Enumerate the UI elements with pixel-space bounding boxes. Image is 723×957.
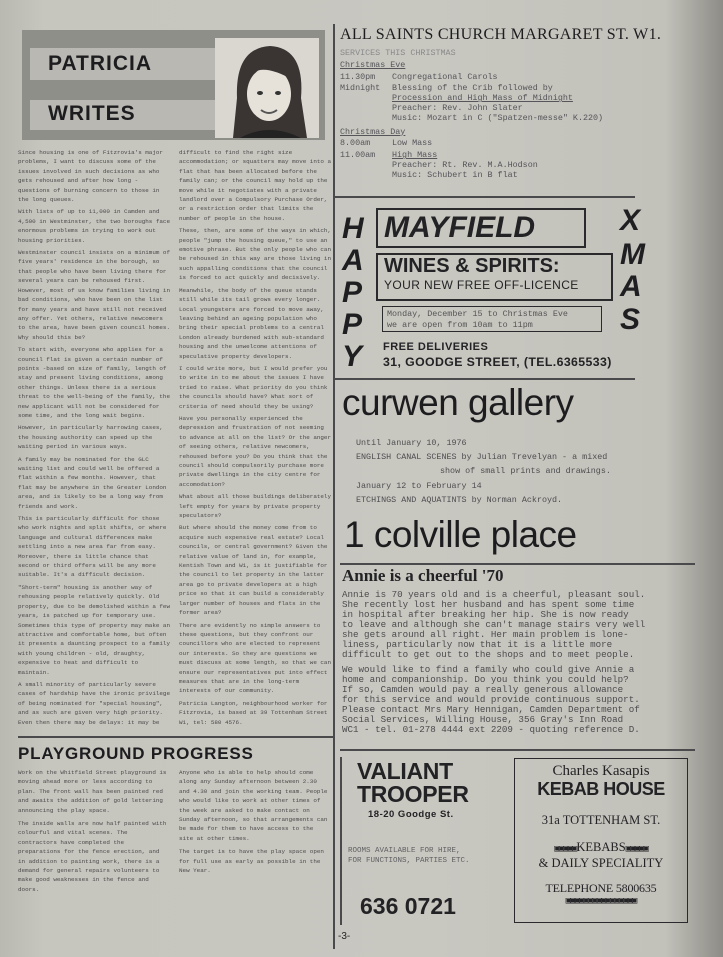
hours-line: we are open from 10am to 11pm (387, 320, 533, 330)
left-column (18, 148, 332, 894)
service-row (340, 73, 700, 83)
article-paragraph: These, then, are some of the ways in which, people "jump the housing queue," to use an emotive phrase. But the only people who can be rehoused in this way are those living in such appalling conditions that the council is forced to act quickly and decisively. (179, 227, 332, 282)
music: Music: Mozart in C ("Spatzen-messe" K.220) (392, 112, 604, 123)
happy-letter: P (342, 276, 363, 309)
article-paragraph: A small minority of particularly severe cases of hardship have the ironic privilege of being nominated for "special housing", and as such are given very high priority. Even then there may be delays: it may be difficult to find the right size accommodation; or squatters may move into a flat that has been allocated before the family can; or the council may hold up the move while it negotiates with a private landlord over a Compulsory Purchase Order, or a restriction order that limits the number of people in the house. (18, 149, 332, 726)
playground-headline: PLAYGROUND PROGRESS (18, 743, 254, 763)
service-detail: Low Mass (392, 138, 433, 149)
service-row (340, 139, 700, 149)
exhibition-title: ENGLISH CANAL SCENES by Julian Trevelyan - a mixed (356, 452, 608, 463)
service-time: 11.30pm (340, 71, 376, 82)
patricia-article-body (18, 148, 332, 728)
pub-name-line: VALIANT (357, 758, 453, 784)
article-paragraph: Meanwhile, the body of the queue stands still while its tail grows every longer. Local youngsters are forced to move away, leaving behind an ageing population who bring their special problems to a central London already burdened with sub-standard housing and the unwelcome attentions of speculative property developers. (179, 286, 324, 360)
header-title-patricia: PATRICIA (30, 48, 216, 80)
music: Music: Schubert in B flat (392, 169, 518, 180)
rooms-line: FOR FUNCTIONS, PARTIES ETC. (348, 857, 470, 865)
service-row (340, 84, 700, 123)
greek-key-border: ▣▣▣▣▣ (554, 844, 577, 854)
text-line: to leave and although she can't manage stairs very well (342, 619, 646, 630)
text-line: Please contact Mrs Mary Hennigan, Camden Department of (342, 704, 640, 715)
text-line: difficult to get out to the shops and to meet people. (342, 649, 635, 660)
text-line: Annie is 70 years old and is a cheerful, pleasant soul. (342, 589, 646, 600)
service-detail: Congregational Carols (392, 71, 498, 82)
section-divider (340, 563, 695, 565)
text-line: liness, particularly now that it is a little more (342, 639, 613, 650)
exhibition-date: January 12 to February 14 (356, 480, 482, 491)
article-paragraph: I could write more, but I would prefer you to write in to me about the issues I have tried to raise. What priority do you think the councils should have? What sort of criteria of need should they be using? (179, 364, 328, 410)
article-paragraph: What about all those buildings deliberately left empty for years by private property speculators? (179, 493, 332, 520)
happy-letter: P (342, 308, 363, 341)
article-paragraph: There are evidently no simple answers to these questions, but they confront our councillors who are elected to represent our interests. So they are questions we must discuss at some length, so that we can ensure our representatives put into effect measures that are in the long-term interests of our community. (179, 621, 332, 695)
text-line: home and companionship. Do you think you could help? (342, 674, 629, 685)
article-paragraph: To start with, everyone who applies for a council flat is given a certain number of points -based on size of family, length of stay and present living conditions, among other things. Unless there is a serious threat to the well-being of the family, the new applicant will not be considered for some time, and the long wait begins. (18, 346, 171, 419)
text-line: in hospital after breaking her hip. She is now ready (342, 609, 629, 620)
annie-paragraph (342, 590, 697, 660)
annie-paragraph (342, 665, 697, 735)
happy-letter: Y (342, 340, 363, 373)
wines-spirits: WINES & SPIRITS: (384, 255, 560, 277)
service-time: 11.00am (340, 150, 376, 161)
pub-address: 18-20 Goodge St. (368, 809, 454, 820)
text-line: she gets around all right. Her main problem is lone- (342, 629, 629, 640)
rooms-for-hire (348, 846, 470, 866)
opening-hours (382, 306, 602, 332)
preacher: Preacher: Rev. John Slater (392, 102, 523, 113)
header-title-writes: WRITES (30, 100, 216, 130)
pub-name-line: TROOPER (357, 781, 469, 807)
text-line: Social Services, Willing House, 356 Gray's Inn Road (342, 714, 624, 725)
article-paragraph: Patricia Langton, neighbourhood worker for Fitzrovia, is based at 39 Tottenham Street W1, tel: 580 4576. (179, 699, 328, 726)
restaurant-phone: TELEPHONE 5800635 (545, 881, 657, 895)
greek-key-border: ▣▣▣▣▣ (625, 844, 648, 854)
kebabs-label: KEBABS (576, 840, 626, 854)
patricia-writes-header (22, 30, 325, 140)
text-line: for this service and would provide continuous support. (342, 694, 640, 705)
service-detail: Procession and High Mass of Midnight (392, 93, 573, 104)
owner-name: Charles Kasapis (552, 763, 650, 779)
restaurant-address: 31a TOTTENHAM ST. (541, 813, 661, 827)
author-photo (215, 38, 319, 138)
section-divider (340, 749, 695, 751)
text-line: We would like to find a family who could give Annie a (342, 664, 635, 675)
annie-headline: Annie is a cheerful '70 (342, 566, 504, 585)
mayfield-address: 31, GOODGE STREET, (TEL.6365533) (383, 355, 612, 369)
pub-name (357, 760, 469, 806)
church-title: ALL SAINTS CHURCH MARGARET ST. W1. (340, 26, 662, 43)
article-paragraph: Since housing is one of Fitzrovia's major problems, I want to discuss some of the issues involved in such decisions as who gets rehoused and after how long - questions of burning concern to those in the long queues. (18, 149, 163, 204)
pub-phone: 636 0721 (360, 893, 456, 919)
gallery-address: 1 colville place (344, 514, 577, 555)
article-paragraph: The target is to have the play space open for full use as early as possible in the New Year. (179, 848, 324, 875)
text-line: WC1 - tel. 01-278 4444 ext 2209 - quoting reference D. (342, 724, 640, 735)
services-subtitle: SERVICES THIS CHRISTMAS (340, 48, 456, 58)
section-divider (335, 196, 635, 198)
service-time: 8.00am (340, 138, 371, 149)
article-paragraph: This is particularly difficult for those who work nights and split shifts, or where language and cultural differences make settling into a new area far from easy. Moreover, there is little chance that second or third offers will be any more suitable. It's a difficult decision. (18, 515, 167, 579)
section-divider (335, 378, 635, 380)
greek-key-border: ▣▣▣▣▣▣▣▣▣▣▣▣▣▣▣▣ (565, 896, 637, 906)
article-paragraph: With lists of up to 11,000 in Camden and 4,500 in Westminster, the two boroughs face enormous problems in trying to work out housing priorities. (18, 208, 171, 244)
article-paragraph: Westminster council insists on a minimum of five years' residence in the borough, so that people who have been living there for several years can be rehoused first. However, most of us know families living in bad conditions, who have been on the list for many years and have still not received any offer. Yet others, relative newcomers to the area, have been given council homes. Why should this be? (18, 249, 171, 341)
annie-article (342, 566, 697, 740)
service-detail: High Mass (392, 150, 438, 161)
service-time: Midnight (340, 83, 381, 94)
xmas-letter: S (620, 303, 641, 336)
daily-speciality: & DAILY SPECIALITY (538, 856, 664, 870)
happy-letter: H (342, 212, 364, 245)
section-divider (18, 736, 334, 738)
text-line: If so, Camden would pay a really generous allowance (342, 684, 624, 695)
service-detail: Blessing of the Crib followed by (392, 83, 553, 94)
mayfield-logo: MAYFIELD (376, 208, 586, 248)
happy-letter: A (342, 244, 364, 277)
xmas-letter: X (620, 204, 641, 237)
rooms-line: ROOMS AVAILABLE FOR HIRE, (348, 847, 461, 855)
hours-line: Monday, December 15 to Christmas Eve (387, 309, 568, 319)
exhibition-title: ETCHINGS AND AQUATINTS by Norman Ackroyd. (356, 494, 563, 505)
christmas-day-heading: Christmas Day (340, 126, 406, 137)
column-divider (333, 24, 335, 949)
wines-spirits-box (376, 253, 613, 301)
gallery-name: curwen gallery (342, 382, 574, 423)
church-services-notice (340, 26, 700, 181)
article-paragraph: Work on the Whitfield Street playground is moving ahead more or less according to plan. The front wall has been painted red and awaits the addition of gold lettering announcing the play space. (18, 768, 167, 814)
article-paragraph: Anyone who is able to help should come along any Sunday afternoon between 2.30 and 4.30 and join the working team. People who would like to work at other times of the week are asked to make contact on Sunday afternoon, so that arrangements can be made for them to have access to the site at other times. (179, 768, 328, 842)
text-line: She recently lost her husband and has spent some time (342, 599, 635, 610)
preacher: Preacher: Rt. Rev. M.A.Hodson (392, 159, 538, 170)
xmas-letter: A (620, 270, 642, 303)
christmas-eve-heading: Christmas Eve (340, 59, 406, 70)
page-number: -3- (338, 931, 351, 942)
exhibition-date: Until January 10, 1976 (356, 438, 467, 448)
restaurant-name: KEBAB HOUSE (537, 779, 665, 799)
exhibition-desc: show of small prints and drawings. (440, 466, 611, 477)
article-paragraph: "Short-term" housing is another way of rehousing people relatively quickly. Old property, due to be demolished within a few years, is patched up for temporary use. Sometimes this type of property may make an attractive and comfortable home, but often it presents a daunting prospect to a family with young children - old, draughty, expensive to heat and difficult to maintain. (18, 583, 171, 676)
service-row (340, 151, 700, 180)
kebab-house-advert (514, 758, 688, 923)
tagline: YOUR NEW FREE OFF-LICENCE (384, 278, 579, 292)
exhibitions (356, 436, 611, 507)
article-paragraph: But where should the money come from to acquire such expensive real estate? Local councils, or central government? Given the relative value of land in, for example, Kentish Town and W1, is it justifiable for the council to let property in the latter area go to private developers at a high price so that it can build a considerably larger number of houses and flats in the former area? (179, 524, 328, 617)
article-paragraph: Have you personally experienced the depression and frustration of not seeming to advance at all on the list? Or the anger of seeing others, relative newcomers, rehoused before you? Do you think that the council should compulsorily purchase more private dwellings in the city centre for accomodation? (179, 414, 332, 488)
article-paragraph: A family may be nominated for the GLC waiting list and could well be offered a flat within a few months. However, that flat may be anywhere in the Greater London area, and is likely to be a long way from friends and work. (18, 455, 167, 510)
advert-border (340, 757, 342, 925)
article-paragraph: However, in particularly harrowing cases, the housing authority can speed up the waiting period in various ways. (18, 424, 163, 451)
article-paragraph: The inside walls are now half painted with colourful and vital scenes. The contractors have completed the preparations for the fence erection, and in addition to painting work, there is a demand for general repairs volunteers to make good weaknesses in the fence and doors. (18, 820, 167, 893)
xmas-letter: M (620, 238, 645, 271)
free-deliveries: FREE DELIVERIES (383, 341, 489, 353)
playground-article-body (18, 768, 330, 894)
